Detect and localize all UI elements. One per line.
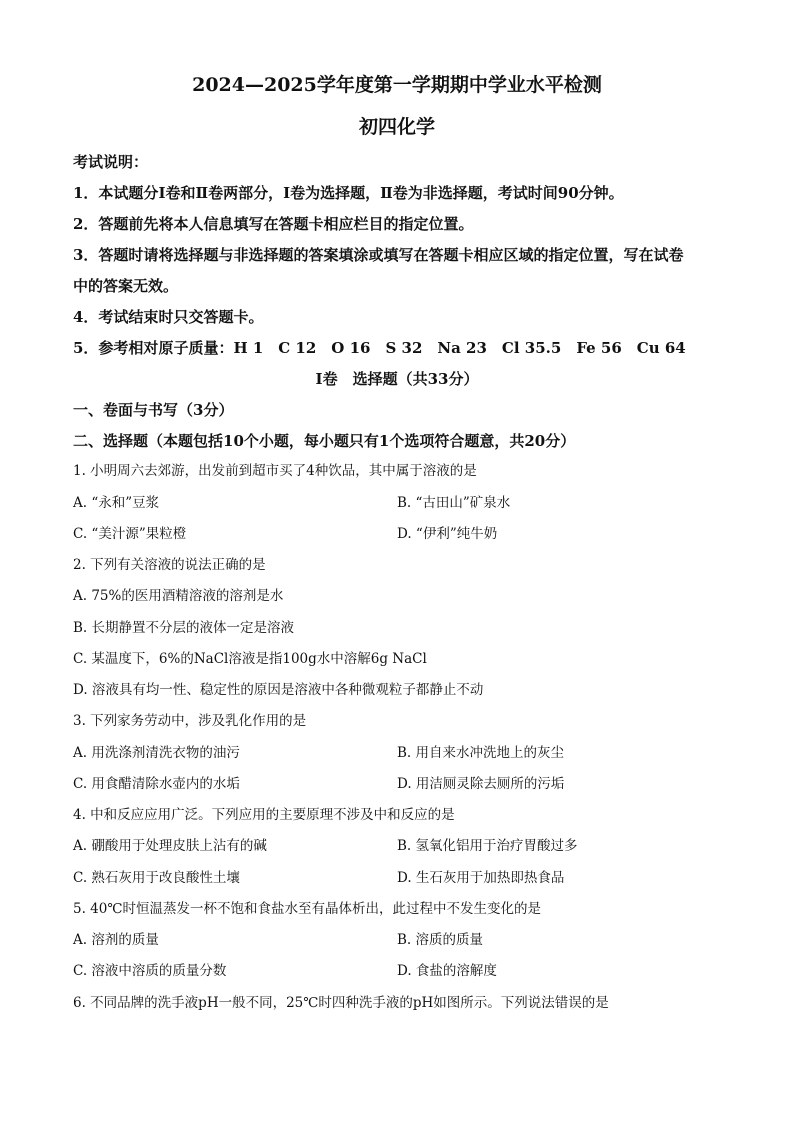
option-d: D. 用洁厕灵除去厕所的污垢 (397, 776, 565, 792)
option-a: A. 75%的医用酒精溶液的溶剂是水 (73, 588, 284, 604)
option-c: C. 熟石灰用于改良酸性土壤 (73, 870, 240, 886)
question-stem: 3. 下列家务劳动中，涉及乳化作用的是 (73, 713, 307, 729)
option-b: B. 用自来水冲洗地上的灰尘 (397, 745, 565, 761)
question-stem: 1. 小明周六去郊游，出发前到超市买了4种饮品，其中属于溶液的是 (73, 463, 477, 479)
option-b: B. 氢氧化铝用于治疗胃酸过多 (397, 838, 578, 854)
option-c: C. 某温度下，6%的NaCl溶液是指100g水中溶解6g NaCl (73, 651, 427, 667)
option-b: B. 长期静置不分层的液体一定是溶液 (73, 620, 295, 636)
option-b: B. 溶质的质量 (397, 932, 484, 948)
instruction-item: 3．答题时请将选择题与非选择题的答案填涂或填写在答题卡相应区域的指定位置，写在试卷 (73, 246, 684, 264)
question-stem: 5. 40℃时恒温蒸发一杯不饱和食盐水至有晶体析出，此过程中不发生变化的是 (73, 901, 541, 917)
instruction-item: 中的答案无效。 (73, 277, 179, 295)
instruction-item: 4．考试结束时只交答题卡。 (73, 308, 264, 326)
option-d: D. 生石灰用于加热即热食品 (397, 870, 565, 886)
part-one-heading: 一、卷面与书写（3分） (73, 401, 234, 419)
option-a: A. 用洗涤剂清洗衣物的油污 (73, 745, 240, 761)
option-d: D. 食盐的溶解度 (397, 963, 497, 979)
instructions-heading: 考试说明： (73, 153, 149, 171)
instruction-item: 2．答题前先将本人信息填写在答题卡相应栏目的指定位置。 (73, 215, 474, 233)
option-c: C. 溶液中溶质的质量分数 (73, 963, 227, 979)
option-a: A. “永和”豆浆 (73, 495, 160, 511)
instruction-item: 1．本试题分Ⅰ卷和Ⅱ卷两部分，Ⅰ卷为选择题，Ⅱ卷为非选择题，考试时间90分钟。 (73, 184, 624, 202)
option-d: D. 溶液具有均一性、稳定性的原因是溶液中各种微观粒子都静止不动 (73, 682, 484, 698)
part-two-heading: 二、选择题（本题包括10个小题，每小题只有1个选项符合题意，共20分） (73, 432, 576, 450)
option-b: B. “古田山”矿泉水 (397, 495, 511, 511)
option-c: C. “美汁源”果粒橙 (73, 526, 187, 542)
question-stem: 4. 中和反应应用广泛。下列应用的主要原理不涉及中和反应的是 (73, 807, 455, 823)
exam-subject: 初四化学 (358, 116, 435, 138)
exam-title: 2024—2025学年度第一学期期中学业水平检测 (192, 74, 602, 96)
option-a: A. 溶剂的质量 (73, 932, 159, 948)
section-title: Ⅰ卷 选择题（共33分） (315, 370, 479, 388)
option-c: C. 用食醋清除水壶内的水垢 (73, 776, 240, 792)
question-stem: 6. 不同品牌的洗手液pH一般不同，25℃时四种洗手液的pH如图所示。下列说法错误的是 (73, 995, 609, 1011)
option-d: D. “伊利”纯牛奶 (397, 526, 498, 542)
instruction-item: 5．参考相对原子质量：H 1 C 12 O 16 S 32 Na 23 Cl 35.5 Fe 56 Cu 64 (73, 339, 686, 357)
option-a: A. 硼酸用于处理皮肤上沾有的碱 (73, 838, 267, 854)
question-stem: 2. 下列有关溶液的说法正确的是 (73, 557, 266, 573)
